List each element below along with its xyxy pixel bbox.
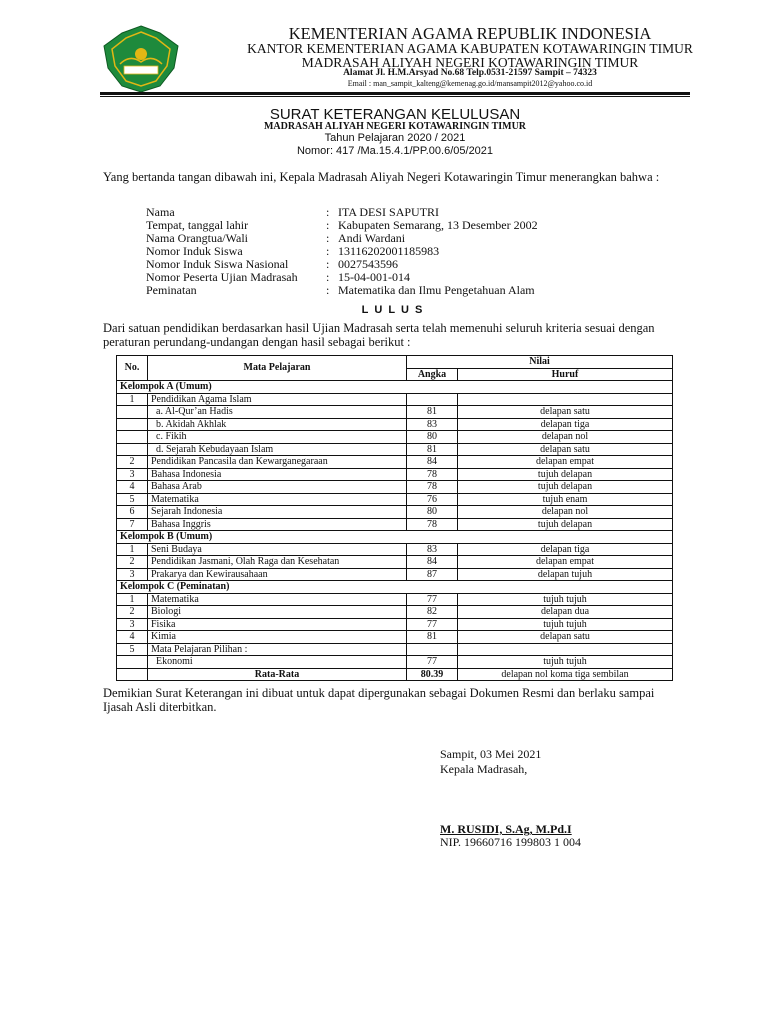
row-huruf: delapan nol: [458, 506, 673, 519]
signature-place-date: Sampit, 03 Mei 2021: [440, 747, 542, 761]
identity-value: Matematika dan Ilmu Pengetahuan Alam: [338, 283, 535, 297]
row-angka: [407, 643, 458, 656]
row-huruf: delapan tujuh: [458, 568, 673, 581]
row-angka: 78: [407, 518, 458, 531]
row-subject: a. Al-Qur’an Hadis: [148, 406, 407, 419]
row-angka: 76: [407, 493, 458, 506]
row-subject: Ekonomi: [148, 656, 407, 669]
identity-colon: :: [326, 244, 330, 258]
row-subject: Matematika: [148, 593, 407, 606]
table-row: [117, 393, 673, 406]
letterhead-rule-thin: [100, 96, 690, 97]
header-no: No.: [117, 356, 148, 381]
average-no: [117, 668, 148, 681]
identity-label: Nomor Induk Siswa: [146, 244, 243, 258]
group-label: Kelompok A (Umum): [117, 381, 673, 394]
row-huruf: tujuh tujuh: [458, 656, 673, 669]
document-number: Nomor: 417 /Ma.15.4.1/PP.00.6/05/2021: [296, 145, 494, 157]
row-subject: Seni Budaya: [148, 543, 407, 556]
row-no: [117, 443, 148, 456]
row-subject: d. Sejarah Kebudayaan Islam: [148, 443, 407, 456]
table-row: [117, 456, 673, 469]
row-huruf: [458, 643, 673, 656]
row-no: 4: [117, 481, 148, 494]
table-row: [117, 406, 673, 419]
table-row: [117, 568, 673, 581]
average-label: Rata-Rata: [148, 668, 407, 681]
row-angka: [407, 393, 458, 406]
row-no: 7: [117, 518, 148, 531]
row-angka: 77: [407, 656, 458, 669]
identity-row: [146, 284, 538, 297]
row-angka: 83: [407, 543, 458, 556]
row-no: 2: [117, 556, 148, 569]
identity-value: Kabupaten Semarang, 13 Desember 2002: [338, 218, 538, 232]
row-huruf: delapan nol: [458, 431, 673, 444]
row-angka: 77: [407, 618, 458, 631]
closing-paragraph: Demikian Surat Keterangan ini dibuat untuk dapat dipergunakan sebagai Dokumen Resmi dan berlaku sampai Ijasah Asli diterbitkan.: [103, 686, 655, 714]
row-no: 2: [117, 606, 148, 619]
table-row: [117, 606, 673, 619]
row-no: 1: [117, 543, 148, 556]
ministry-logo: [100, 24, 182, 94]
group-row: [117, 531, 673, 544]
grades-table: [116, 355, 673, 681]
average-row: [117, 668, 673, 681]
table-row: [117, 493, 673, 506]
status-lulus: LULUS: [361, 304, 429, 316]
row-huruf: delapan dua: [458, 606, 673, 619]
group-row: [117, 381, 673, 394]
document-school: MADRASAH ALIYAH NEGERI KOTAWARINGIN TIMUR: [263, 121, 527, 132]
row-huruf: delapan satu: [458, 631, 673, 644]
table-row: [117, 481, 673, 494]
row-huruf: delapan satu: [458, 406, 673, 419]
row-subject: Pendidikan Agama Islam: [148, 393, 407, 406]
identity-colon: :: [326, 205, 330, 219]
row-angka: 84: [407, 456, 458, 469]
row-huruf: delapan tiga: [458, 418, 673, 431]
row-huruf: delapan empat: [458, 556, 673, 569]
letterhead-email: Email : man_sampit_kalteng@kemenag.go.id/mansampit2012@yahoo.co.id: [347, 79, 593, 88]
identity-label: Nama Orangtua/Wali: [146, 231, 248, 245]
row-angka: 80: [407, 431, 458, 444]
row-subject: Pendidikan Pancasila dan Kewarganegaraan: [148, 456, 407, 469]
row-subject: Matematika: [148, 493, 407, 506]
row-huruf: tujuh tujuh: [458, 593, 673, 606]
signature-name: M. RUSIDI, S.Ag, M.Pd.I: [440, 822, 572, 836]
row-no: 5: [117, 643, 148, 656]
table-row: [117, 418, 673, 431]
letterhead-line1: KEMENTERIAN AGAMA REPUBLIK INDONESIA: [288, 24, 652, 43]
row-no: 4: [117, 631, 148, 644]
identity-label: Nomor Peserta Ujian Madrasah: [146, 270, 298, 284]
row-angka: 77: [407, 593, 458, 606]
table-row: [117, 506, 673, 519]
row-subject: Bahasa Arab: [148, 481, 407, 494]
row-huruf: tujuh delapan: [458, 468, 673, 481]
letterhead-line2: KANTOR KEMENTERIAN AGAMA KABUPATEN KOTAWARINGIN TIMUR: [247, 41, 693, 56]
identity-colon: :: [326, 270, 330, 284]
row-angka: 84: [407, 556, 458, 569]
letterhead-rule-thick: [100, 92, 690, 95]
row-subject: Fisika: [148, 618, 407, 631]
table-row: [117, 618, 673, 631]
row-angka: 82: [407, 606, 458, 619]
row-angka: 87: [407, 568, 458, 581]
identity-label: Nama: [146, 205, 175, 219]
row-huruf: delapan satu: [458, 443, 673, 456]
table-row: [117, 643, 673, 656]
identity-label: Nomor Induk Siswa Nasional: [146, 257, 289, 271]
table-row: [117, 518, 673, 531]
row-no: [117, 406, 148, 419]
row-subject: Sejarah Indonesia: [148, 506, 407, 519]
row-huruf: tujuh delapan: [458, 518, 673, 531]
identity-value: 13116202001185983: [338, 244, 440, 258]
row-subject: Bahasa Indonesia: [148, 468, 407, 481]
group-row: [117, 581, 673, 594]
row-no: [117, 418, 148, 431]
row-angka: 80: [407, 506, 458, 519]
signature-role: Kepala Madrasah,: [440, 762, 528, 776]
identity-label: Tempat, tanggal lahir: [146, 218, 249, 232]
table-row: [117, 556, 673, 569]
table-row: [117, 431, 673, 444]
table-row: [117, 443, 673, 456]
statement-paragraph: Dari satuan pendidikan berdasarkan hasil Ujian Madrasah serta telah memenuhi seluruh kriteria sesuai dengan peraturan perundang-undangan dengan hasil sebagai berikut :: [103, 321, 655, 349]
row-subject: Biologi: [148, 606, 407, 619]
document-title: SURAT KETERANGAN KELULUSAN: [269, 106, 521, 123]
row-angka: 81: [407, 406, 458, 419]
group-label: Kelompok B (Umum): [117, 531, 673, 544]
document-year: Tahun Pelajaran 2020 / 2021: [324, 132, 466, 144]
row-huruf: tujuh enam: [458, 493, 673, 506]
identity-value: 0027543596: [338, 257, 398, 271]
row-huruf: tujuh tujuh: [458, 618, 673, 631]
row-angka: 83: [407, 418, 458, 431]
table-row: [117, 631, 673, 644]
row-no: 5: [117, 493, 148, 506]
row-no: [117, 431, 148, 444]
average-huruf: delapan nol koma tiga sembilan: [458, 668, 673, 681]
identity-block: [146, 206, 538, 297]
table-row: [117, 543, 673, 556]
row-no: 6: [117, 506, 148, 519]
identity-value: Andi Wardani: [338, 231, 406, 245]
identity-colon: :: [326, 257, 330, 271]
row-huruf: tujuh delapan: [458, 481, 673, 494]
identity-value: ITA DESI SAPUTRI: [338, 205, 440, 219]
row-subject: Kimia: [148, 631, 407, 644]
row-no: [117, 656, 148, 669]
row-subject: Bahasa Inggris: [148, 518, 407, 531]
row-huruf: delapan tiga: [458, 543, 673, 556]
row-subject: b. Akidah Akhlak: [148, 418, 407, 431]
row-angka: 81: [407, 631, 458, 644]
row-subject: Pendidikan Jasmani, Olah Raga dan Kesehatan: [148, 556, 407, 569]
row-subject: c. Fikih: [148, 431, 407, 444]
identity-label: Peminatan: [146, 283, 197, 297]
row-no: 3: [117, 468, 148, 481]
row-no: 3: [117, 618, 148, 631]
row-subject: Mata Pelajaran Pilihan :: [148, 643, 407, 656]
row-no: 3: [117, 568, 148, 581]
identity-colon: :: [326, 283, 330, 297]
group-label: Kelompok C (Peminatan): [117, 581, 673, 594]
identity-colon: :: [326, 231, 330, 245]
row-angka: 78: [407, 481, 458, 494]
identity-colon: :: [326, 218, 330, 232]
header-nilai: Nilai: [407, 356, 673, 369]
row-angka: 81: [407, 443, 458, 456]
header-angka: Angka: [407, 368, 458, 381]
average-angka: 80.39: [407, 668, 458, 681]
row-huruf: delapan empat: [458, 456, 673, 469]
intro-paragraph: Yang bertanda tangan dibawah ini, Kepala Madrasah Aliyah Negeri Kotawaringin Timur menerangkan bahwa :: [103, 170, 660, 184]
table-row: [117, 468, 673, 481]
identity-value: 15-04-001-014: [338, 270, 410, 284]
row-angka: 78: [407, 468, 458, 481]
table-row: [117, 593, 673, 606]
letterhead-line3: MADRASAH ALIYAH NEGERI KOTAWARINGIN TIMUR: [301, 55, 639, 70]
signature-nip: NIP. 19660716 199803 1 004: [440, 835, 582, 849]
row-huruf: [458, 393, 673, 406]
header-subject: Mata Pelajaran: [148, 356, 407, 381]
header-huruf: Huruf: [458, 368, 673, 381]
row-no: 1: [117, 393, 148, 406]
row-no: 1: [117, 593, 148, 606]
letterhead-address: Alamat Jl. H.M.Arsyad No.68 Telp.0531-21597 Sampit – 74323: [343, 68, 597, 78]
table-row: [117, 656, 673, 669]
row-no: 2: [117, 456, 148, 469]
row-subject: Prakarya dan Kewirausahaan: [148, 568, 407, 581]
